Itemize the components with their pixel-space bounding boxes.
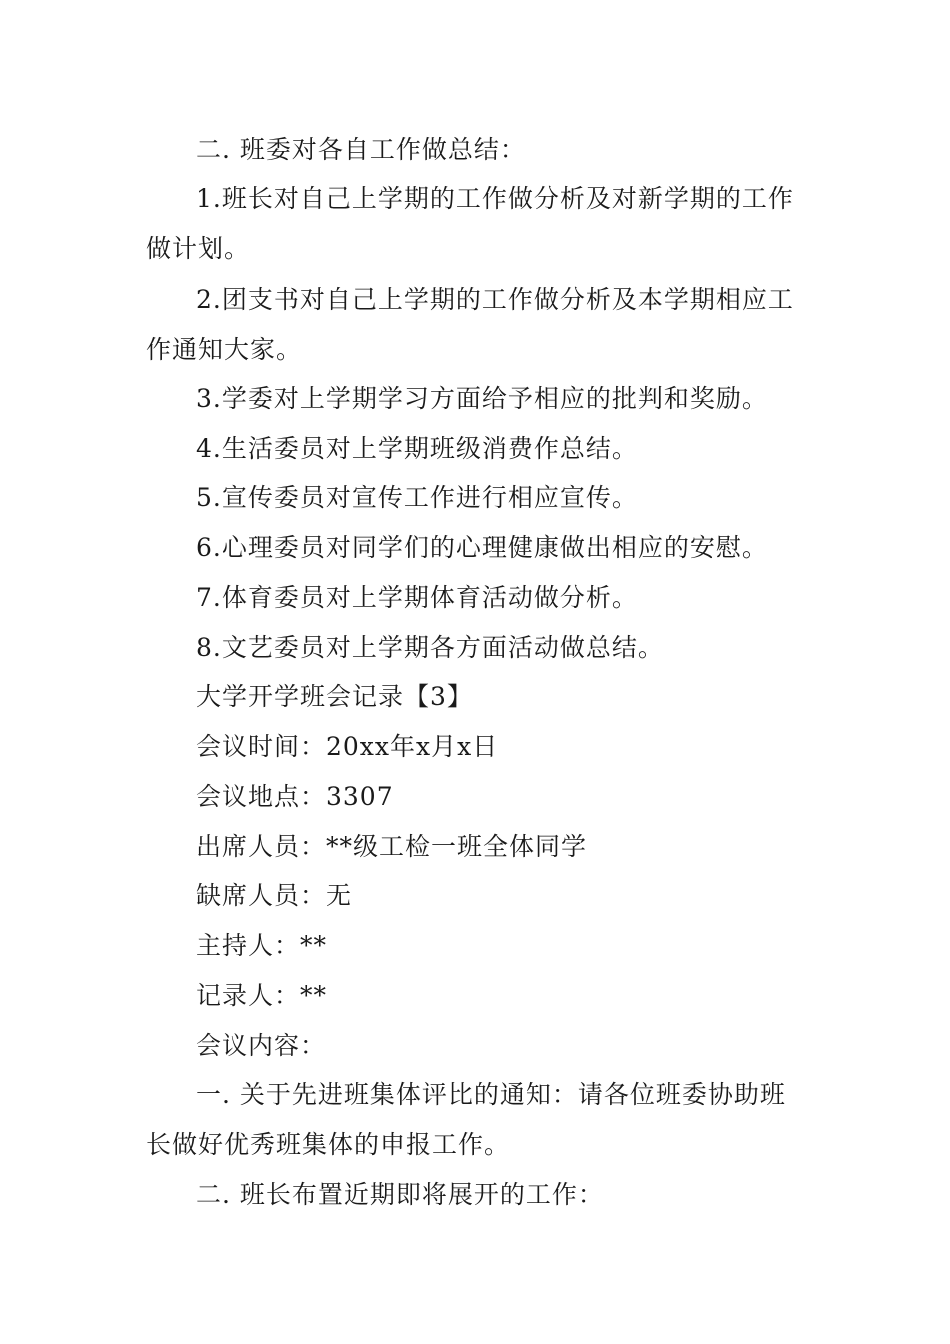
paragraph-line: 做计划。	[146, 234, 251, 263]
section-title: 大学开学班会记录【3】	[196, 682, 473, 711]
section-heading-summary: 二. 班委对各自工作做总结：	[196, 135, 526, 164]
paragraph-line: 2.团支书对自己上学期的工作做分析及本学期相应工	[196, 285, 794, 314]
paragraph-line: 一. 关于先进班集体评比的通知：请各位班委协助班	[196, 1080, 786, 1109]
meeting-host: 主持人：**	[196, 931, 328, 960]
paragraph-line: 长做好优秀班集体的申报工作。	[146, 1130, 511, 1159]
section-heading-tasks: 二. 班长布置近期即将展开的工作：	[196, 1180, 604, 1209]
meeting-location: 会议地点：3307	[196, 782, 394, 811]
meeting-absentees: 缺席人员：无	[196, 881, 353, 910]
meeting-content-heading: 会议内容：	[196, 1031, 327, 1060]
paragraph-line: 作通知大家。	[146, 335, 303, 364]
paragraph-line: 5.宣传委员对宣传工作进行相应宣传。	[196, 483, 638, 512]
paragraph-line: 6.心理委员对同学们的心理健康做出相应的安慰。	[196, 533, 768, 562]
paragraph-line: 8.文艺委员对上学期各方面活动做总结。	[196, 633, 664, 662]
paragraph-line: 7.体育委员对上学期体育活动做分析。	[196, 583, 638, 612]
paragraph-line: 1.班长对自己上学期的工作做分析及对新学期的工作	[196, 184, 794, 213]
meeting-time: 会议时间：20xx年x月x日	[196, 732, 499, 761]
meeting-recorder: 记录人：**	[196, 981, 328, 1010]
paragraph-line: 3.学委对上学期学习方面给予相应的批判和奖励。	[196, 384, 768, 413]
meeting-attendees: 出席人员：**级工检一班全体同学	[196, 832, 588, 861]
paragraph-line: 4.生活委员对上学期班级消费作总结。	[196, 434, 638, 463]
